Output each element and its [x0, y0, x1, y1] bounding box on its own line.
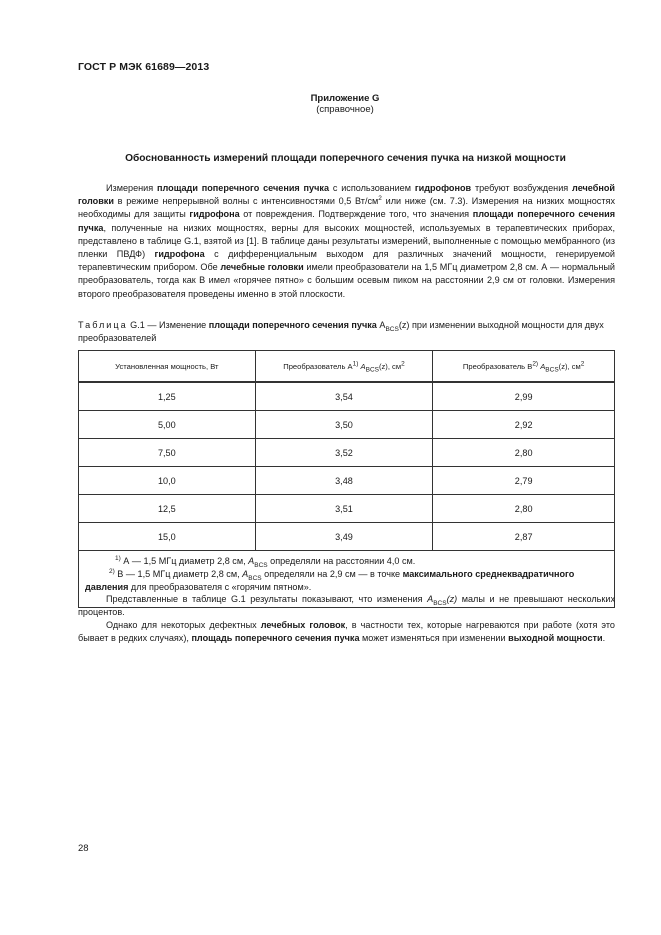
cell-transducer-b: 2,80: [433, 495, 615, 523]
appendix-heading: [300, 93, 390, 115]
table-header-row: [79, 351, 615, 383]
cell-power: 12,5: [79, 495, 256, 523]
cell-power: 5,00: [79, 411, 256, 439]
paragraph-defective: Однако для некоторых дефектных лечебных головок, в частности тех, которые нагреваются при работе (хотя это бывает в редких случаях), площадь поперечного сечения пучка может изменяться при изменении выходной мощности.: [78, 620, 615, 644]
cell-power: 10,0: [79, 467, 256, 495]
cell-transducer-a: 3,51: [255, 495, 433, 523]
appendix-subtitle: (справочное): [316, 104, 374, 115]
column-header-transducer-b: Преобразователь $В^{2)}$ $A_{BCS}(z)$, $см^2$: [433, 351, 615, 383]
section-title: Обоснованность измерений площади поперечного сечения пучка на низкой мощности: [125, 153, 566, 164]
paragraph-intro: Измерения площади поперечного сечения пучка с использованием гидрофонов требуют возбуждения лечебной головки в режиме непрерывной волны с интенсивностями 0,5 $Вт/см^2$ или ниже (см. 7.3). Измерения на низких мощностях необходимы для защиты гидрофона от повреждения. Подтверждение того, что значения площади поперечного сечения пучка, полученные на низких мощностях, верны для высоких мощностей, используемых в терапевтических приборах, представлено в таблице G.1, взятой из [1]. В таблице даны результаты измерений, выполненные с помощью мембранного (из пленки ПВДФ) гидрофона с дифференциальным выходом для различных значений мощности, генерируемой терапевтическим прибором. Обе лечебные головки имели преобразователи на 1,5 МГц диаметром 2,8 см. А — нормальный преобразователь, тогда как В имел «горячее пятно» с большим осевым пиком на расстоянии 2,9 см от головки. Измерения второго преобразователя проведены именно в этой плоскости.: [78, 183, 616, 299]
cell-transducer-b: 2,80: [433, 439, 615, 467]
cell-transducer-a: 3,54: [255, 382, 433, 411]
table-row: [79, 467, 615, 495]
cell-transducer-a: 3,50: [255, 411, 433, 439]
cell-power: 1,25: [79, 382, 256, 411]
cell-transducer-b: 2,87: [433, 523, 615, 551]
cell-power: 7,50: [79, 439, 256, 467]
document-header: ГОСТ Р МЭК 61689—2013: [78, 61, 210, 73]
results-table: [78, 350, 615, 608]
cell-transducer-a: 3,48: [255, 467, 433, 495]
cell-power: 15,0: [79, 523, 256, 551]
table-row: [79, 439, 615, 467]
cell-transducer-b: 2,79: [433, 467, 615, 495]
appendix-title: Приложение G: [310, 93, 380, 104]
table-row: [79, 411, 615, 439]
table-row: [79, 382, 615, 411]
cell-transducer-b: 2,92: [433, 411, 615, 439]
table-caption: Таблица G.1 — Изменение площади поперечного сечения пучка $A_{BCS}(z)$ при изменении выходной мощности для двух преобразователей: [78, 320, 604, 343]
table-row: [79, 495, 615, 523]
column-header-transducer-a: Преобразователь $А^{1)}$ $A_{BCS}(z)$, $см^2$: [255, 351, 433, 383]
cell-transducer-a: 3,52: [255, 439, 433, 467]
column-header-power: Установленная мощность, Вт: [79, 351, 256, 383]
page-number: 28: [78, 843, 89, 854]
cell-transducer-b: 2,99: [433, 382, 615, 411]
footnote-2: $^{2)}$ В — 1,5 МГц диаметр 2,8 см, $A_{BCS}$ определяли на 2,9 см — в точке максимального среднеквадратичного давления для преобразователя с «горячим пятном».: [85, 567, 575, 592]
table-row: [79, 523, 615, 551]
footnote-1: $^{1)}$ А — 1,5 МГц диаметр 2,8 см, $A_{BCS}$ определяли на расстоянии 4,0 см.: [115, 554, 416, 569]
paragraph-results: Представленные в таблице G.1 результаты показывают, что изменения $A_{BCS}(z)$ малы и не превышают нескольких процентов.: [78, 594, 616, 618]
cell-transducer-a: 3,49: [255, 523, 433, 551]
